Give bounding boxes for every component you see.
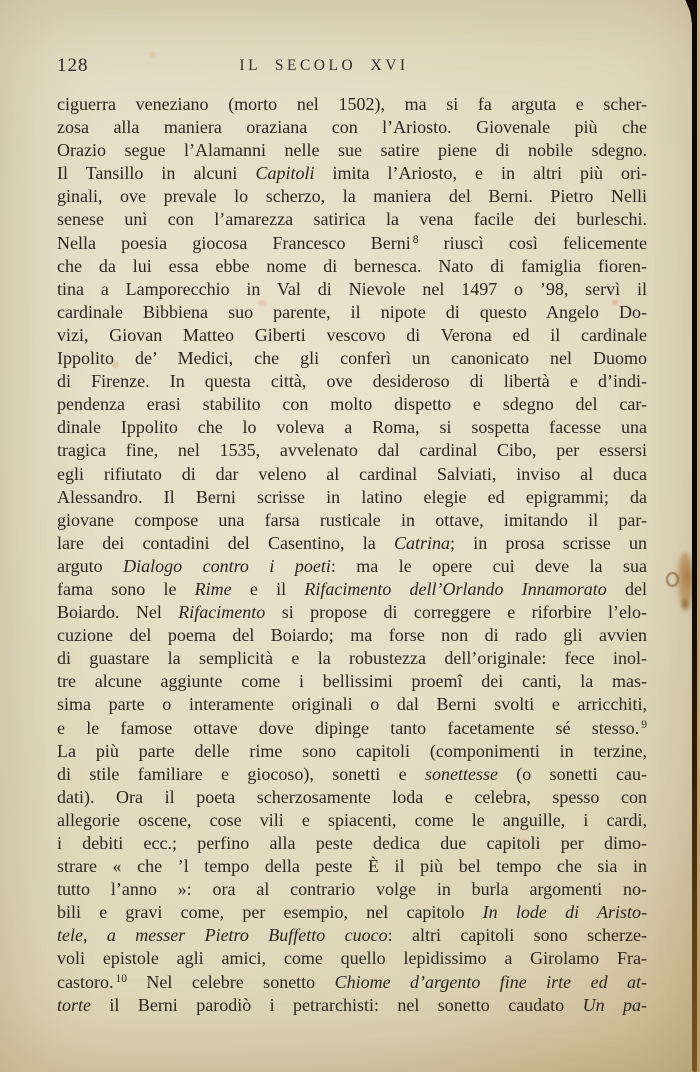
text-line: i debiti ecc.; perfino alla peste dedica due capitoli per dimo-: [57, 833, 647, 853]
edge-stain-drip: [680, 596, 690, 612]
text-line: lare dei contadini del Casentino, la Catrina; in prosa scrisse un: [57, 532, 647, 553]
paper-speck: [612, 300, 618, 305]
text-line: che da lui essa ebbe nome di bernesca. Nato di famiglia fioren-: [57, 255, 647, 276]
text-line: di stile familiare e giocoso), sonetti e sonettesse (o sonetti cau-: [57, 763, 647, 784]
text-line: fama sono le Rime e il Rifacimento dell’Orlando Innamorato del: [57, 578, 648, 599]
text-block: [57, 93, 647, 1017]
edge-stain-ring: [666, 572, 679, 587]
text-line: egli rifiutato di dar veleno al cardinal Salviati, inviso al duca: [57, 463, 647, 484]
text-line: Nella poesia giocosa Francesco Berni $^8$ riuscì così felicemente: [57, 232, 648, 253]
text-line: cardinale Bibbiena suo parente, il nipote di questo Angelo Do-: [57, 301, 647, 322]
paper-speck: [520, 838, 528, 843]
text-line: Ippolito de’ Medici, che gli conferì un canonicato nel Duomo: [57, 348, 647, 369]
text-line: bili e gravi come, per esempio, nel capitolo In lode di Aristo-: [57, 902, 647, 923]
text-line: ciguerra veneziano (morto nel 1502), ma si fa arguta e scher-: [57, 94, 647, 114]
paper-speck: [150, 52, 156, 57]
text-line: sima parte o interamente originali o dal Berni svolti e arricchiti,: [57, 694, 647, 715]
page-header: [0, 55, 700, 79]
text-line: allegorie oscene, cose vili e spiacenti, come le anguille, i cardi,: [57, 809, 647, 830]
text-line: zosa alla maniera oraziana con l’Ariosto. Giovenale più che: [57, 117, 647, 138]
text-line: tre alcune aggiunte come i bellissimi proemî dei canti, la mas-: [57, 671, 647, 692]
text-line: Alessandro. Il Berni scrisse in latino elegie ed epigrammi; da: [57, 486, 647, 507]
text-line: vizi, Giovan Matteo Giberti vescovo di Verona ed il cardinale: [57, 324, 647, 345]
text-line: arguto Dialogo contro i poeti: ma le opere cui deve la sua: [57, 555, 647, 576]
text-line: tina a Lamporecchio in Val di Nievole nel 1497 o ’98, servì il: [57, 278, 647, 299]
text-line: tele, a messer Pietro Buffetto cuoco: altri capitoli sono scherze-: [57, 925, 647, 946]
text-line: giovane compose una farsa rusticale in ottave, imitando il par-: [57, 509, 647, 530]
text-line: tutto l’anno »: ora al contrario volge in burla argomenti no-: [57, 879, 647, 900]
text-line: di Firenze. In questa città, ove desideroso di libertà e d’indi-: [57, 371, 647, 392]
running-header: IL SECOLO XVI: [239, 57, 409, 74]
paper-speck: [258, 300, 267, 306]
text-line: pendenza erasi stabilito con molto dispetto e sdegno del car-: [57, 394, 647, 415]
text-line: Boiardo. Nel Rifacimento si propose di correggere e riforbire l’elo-: [57, 602, 647, 623]
text-line: castoro. $^{10}$ Nel celebre sonetto Chiome d’argento fine irte ed at-: [57, 971, 647, 992]
text-line: torte il Berni parodiò i petrarchisti: nel sonetto caudato Un pa-: [57, 994, 647, 1015]
text-line: Il Tansillo in alcuni Capitoli imita l’Ariosto, e in altri più ori-: [57, 163, 647, 184]
text-line: dinale Ippolito che lo voleva a Roma, si sospetta facesse una: [57, 417, 647, 438]
page-number: 128: [57, 55, 89, 76]
text-line: voli epistole agli amici, come quello lepidissimo a Girolamo Fra-: [57, 948, 647, 969]
text-line: strare « che ’l tempo della peste È il più bel tempo che sia in: [57, 856, 647, 877]
text-line: e le famose ottave dove dipinge tanto facetamente sé stesso. $^9$: [57, 717, 647, 738]
text-line: tragica fine, nel 1535, avvelenato dal cardinal Cibo, per essersi: [57, 440, 647, 461]
text-line: ginali, ove prevale lo scherzo, la maniera del Berni. Pietro Nelli: [57, 186, 647, 207]
text-line: di guastare la semplicità e la robustezza dell’originale: fece inol-: [57, 648, 647, 669]
text-line: cuzione del poema del Boiardo; ma forse non di rado gli avvien: [57, 625, 647, 646]
text-line: La più parte delle rime sono capitoli (componimenti in terzine,: [57, 740, 647, 761]
text-line: Orazio segue l’Alamanni nelle sue satire piene di nobile sdegno.: [57, 140, 647, 161]
paper-speck: [112, 362, 119, 368]
text-line: senese unì con l’amarezza satirica la vena facile dei burleschi.: [57, 209, 647, 230]
text-line: dati). Ora il poeta scherzosamente loda e celebra, spesso con: [57, 786, 647, 807]
